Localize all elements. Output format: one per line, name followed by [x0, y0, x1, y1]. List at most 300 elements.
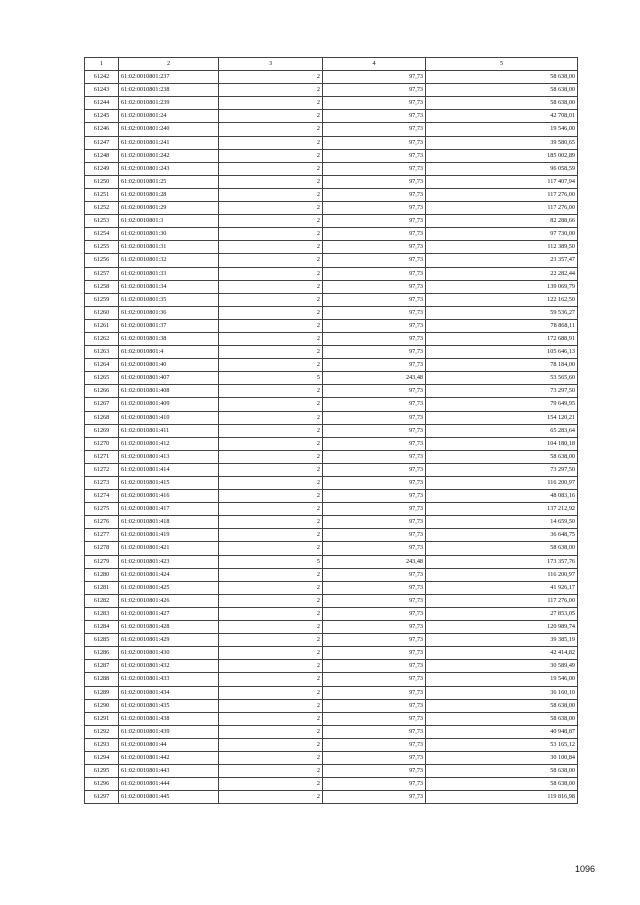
value-cell: 41 926,17 — [426, 581, 578, 594]
table-row — [85, 516, 578, 529]
cadastral-number-cell: 61:02:0010801:432 — [119, 660, 219, 673]
table-row — [85, 503, 578, 516]
count-cell: 2 — [219, 542, 323, 555]
row-number-cell: 61261 — [85, 319, 119, 332]
cadastral-number-cell: 61:02:0010801:423 — [119, 555, 219, 568]
count-cell: 2 — [219, 110, 323, 123]
count-cell: 2 — [219, 778, 323, 791]
row-number-cell: 61252 — [85, 202, 119, 215]
table-row — [85, 542, 578, 555]
row-number-cell: 61293 — [85, 738, 119, 751]
row-number-cell: 61283 — [85, 607, 119, 620]
area-cell: 97,73 — [323, 97, 426, 110]
row-number-cell: 61251 — [85, 188, 119, 201]
area-cell: 97,73 — [323, 411, 426, 424]
cadastral-number-cell: 61:02:0010801:435 — [119, 699, 219, 712]
row-number-cell: 61270 — [85, 437, 119, 450]
row-number-cell: 61259 — [85, 293, 119, 306]
table-row — [85, 581, 578, 594]
count-cell: 2 — [219, 751, 323, 764]
area-cell: 97,73 — [323, 581, 426, 594]
value-cell: 30 100,84 — [426, 751, 578, 764]
count-cell: 2 — [219, 463, 323, 476]
column-header-5: 5 — [426, 58, 578, 71]
table-row — [85, 751, 578, 764]
value-cell: 173 357,76 — [426, 555, 578, 568]
table-row — [85, 398, 578, 411]
row-number-cell: 61285 — [85, 634, 119, 647]
area-cell: 97,73 — [323, 254, 426, 267]
table-row — [85, 529, 578, 542]
table-row — [85, 594, 578, 607]
value-cell: 73 297,50 — [426, 463, 578, 476]
cadastral-number-cell: 61:02:0010801:414 — [119, 463, 219, 476]
value-cell: 14 659,50 — [426, 516, 578, 529]
cadastral-number-cell: 61:02:0010801:238 — [119, 84, 219, 97]
value-cell: 185 002,89 — [426, 149, 578, 162]
value-cell: 19 546,00 — [426, 123, 578, 136]
table-row — [85, 267, 578, 280]
cadastral-number-cell: 61:02:0010801:243 — [119, 162, 219, 175]
table-row — [85, 463, 578, 476]
table-row — [85, 686, 578, 699]
value-cell: 48 083,16 — [426, 490, 578, 503]
table-row — [85, 280, 578, 293]
cadastral-number-cell: 61:02:0010801:37 — [119, 319, 219, 332]
table-row — [85, 411, 578, 424]
area-cell: 97,73 — [323, 791, 426, 804]
count-cell: 2 — [219, 490, 323, 503]
row-number-cell: 61244 — [85, 97, 119, 110]
cadastral-number-cell: 61:02:0010801:241 — [119, 136, 219, 149]
area-cell: 97,73 — [323, 346, 426, 359]
cadastral-number-cell: 61:02:0010801:425 — [119, 581, 219, 594]
cadastral-number-cell: 61:02:0010801:38 — [119, 332, 219, 345]
value-cell: 78 184,00 — [426, 359, 578, 372]
cadastral-number-cell: 61:02:0010801:426 — [119, 594, 219, 607]
table-row — [85, 162, 578, 175]
row-number-cell: 61286 — [85, 647, 119, 660]
table-row — [85, 188, 578, 201]
cadastral-number-cell: 61:02:0010801:34 — [119, 280, 219, 293]
value-cell: 58 638,00 — [426, 542, 578, 555]
row-number-cell: 61263 — [85, 346, 119, 359]
value-cell: 119 816,98 — [426, 791, 578, 804]
count-cell: 2 — [219, 568, 323, 581]
row-number-cell: 61256 — [85, 254, 119, 267]
area-cell: 97,73 — [323, 110, 426, 123]
count-cell: 2 — [219, 477, 323, 490]
row-number-cell: 61253 — [85, 215, 119, 228]
table-row — [85, 372, 578, 385]
value-cell: 105 646,13 — [426, 346, 578, 359]
area-cell: 97,73 — [323, 568, 426, 581]
row-number-cell: 61278 — [85, 542, 119, 555]
row-number-cell: 61280 — [85, 568, 119, 581]
area-cell: 97,73 — [323, 123, 426, 136]
area-cell: 97,73 — [323, 647, 426, 660]
area-cell: 97,73 — [323, 319, 426, 332]
table-row — [85, 293, 578, 306]
cadastral-number-cell: 61:02:0010801:409 — [119, 398, 219, 411]
count-cell: 2 — [219, 202, 323, 215]
table-row — [85, 424, 578, 437]
value-cell: 97 730,00 — [426, 228, 578, 241]
table-header-row — [85, 58, 578, 71]
value-cell: 30 589,49 — [426, 660, 578, 673]
table-row — [85, 254, 578, 267]
cadastral-number-cell: 61:02:0010801:33 — [119, 267, 219, 280]
value-cell: 154 120,21 — [426, 411, 578, 424]
value-cell: 58 638,00 — [426, 84, 578, 97]
count-cell: 2 — [219, 228, 323, 241]
count-cell: 2 — [219, 188, 323, 201]
row-number-cell: 61269 — [85, 424, 119, 437]
value-cell: 42 708,01 — [426, 110, 578, 123]
row-number-cell: 61248 — [85, 149, 119, 162]
cadastral-number-cell: 61:02:0010801:416 — [119, 490, 219, 503]
row-number-cell: 61250 — [85, 175, 119, 188]
area-cell: 97,73 — [323, 765, 426, 778]
table-row — [85, 765, 578, 778]
value-cell: 39 385,19 — [426, 634, 578, 647]
area-cell: 97,73 — [323, 437, 426, 450]
cadastral-number-cell: 61:02:0010801:415 — [119, 477, 219, 490]
area-cell: 97,73 — [323, 228, 426, 241]
row-number-cell: 61277 — [85, 529, 119, 542]
table-row — [85, 607, 578, 620]
area-cell: 97,73 — [323, 607, 426, 620]
cadastral-number-cell: 61:02:0010801:410 — [119, 411, 219, 424]
cadastral-number-cell: 61:02:0010801:25 — [119, 175, 219, 188]
row-number-cell: 61297 — [85, 791, 119, 804]
table-row — [85, 175, 578, 188]
table-row — [85, 490, 578, 503]
value-cell: 78 868,11 — [426, 319, 578, 332]
value-cell: 23 357,47 — [426, 254, 578, 267]
count-cell: 2 — [219, 647, 323, 660]
area-cell: 97,73 — [323, 84, 426, 97]
value-cell: 58 638,00 — [426, 71, 578, 84]
cadastral-number-cell: 61:02:0010801:433 — [119, 673, 219, 686]
cadastral-number-cell: 61:02:0010801:242 — [119, 149, 219, 162]
table-row — [85, 215, 578, 228]
value-cell: 172 688,91 — [426, 332, 578, 345]
value-cell: 116 200,97 — [426, 477, 578, 490]
cadastral-number-cell: 61:02:0010801:428 — [119, 621, 219, 634]
count-cell: 2 — [219, 254, 323, 267]
cadastral-number-cell: 61:02:0010801:438 — [119, 712, 219, 725]
column-header-1: 1 — [85, 58, 119, 71]
value-cell: 65 283,64 — [426, 424, 578, 437]
cadastral-number-cell: 61:02:0010801:240 — [119, 123, 219, 136]
cadastral-number-cell: 61:02:0010801:421 — [119, 542, 219, 555]
row-number-cell: 61271 — [85, 450, 119, 463]
cadastral-number-cell: 61:02:0010801:35 — [119, 293, 219, 306]
area-cell: 97,73 — [323, 280, 426, 293]
cadastral-number-cell: 61:02:0010801:44 — [119, 738, 219, 751]
cadastral-number-cell: 61:02:0010801:444 — [119, 778, 219, 791]
count-cell: 2 — [219, 398, 323, 411]
count-cell: 2 — [219, 660, 323, 673]
count-cell: 2 — [219, 97, 323, 110]
value-cell: 22 282,44 — [426, 267, 578, 280]
count-cell: 2 — [219, 411, 323, 424]
row-number-cell: 61296 — [85, 778, 119, 791]
table-row — [85, 738, 578, 751]
count-cell: 2 — [219, 306, 323, 319]
row-number-cell: 61287 — [85, 660, 119, 673]
table-row — [85, 306, 578, 319]
table-row — [85, 699, 578, 712]
column-header-4: 4 — [323, 58, 426, 71]
table-row — [85, 778, 578, 791]
area-cell: 97,73 — [323, 385, 426, 398]
cadastral-number-cell: 61:02:0010801:424 — [119, 568, 219, 581]
area-cell: 97,73 — [323, 778, 426, 791]
row-number-cell: 61292 — [85, 725, 119, 738]
table-row — [85, 712, 578, 725]
value-cell: 117 276,00 — [426, 202, 578, 215]
count-cell: 2 — [219, 450, 323, 463]
row-number-cell: 61243 — [85, 84, 119, 97]
table-body — [85, 71, 578, 804]
table-row — [85, 149, 578, 162]
row-number-cell: 61274 — [85, 490, 119, 503]
area-cell: 97,73 — [323, 503, 426, 516]
area-cell: 97,73 — [323, 751, 426, 764]
row-number-cell: 61294 — [85, 751, 119, 764]
table-row — [85, 634, 578, 647]
page-number: 1096 — [574, 864, 595, 874]
count-cell: 2 — [219, 503, 323, 516]
table-row — [85, 84, 578, 97]
area-cell: 97,73 — [323, 463, 426, 476]
count-cell: 2 — [219, 162, 323, 175]
area-cell: 97,73 — [323, 241, 426, 254]
area-cell: 97,73 — [323, 660, 426, 673]
cadastral-number-cell: 61:02:0010801:417 — [119, 503, 219, 516]
area-cell: 97,73 — [323, 634, 426, 647]
count-cell: 2 — [219, 581, 323, 594]
table-row — [85, 332, 578, 345]
value-cell: 58 638,00 — [426, 97, 578, 110]
area-cell: 97,73 — [323, 516, 426, 529]
area-cell: 97,73 — [323, 542, 426, 555]
value-cell: 122 162,50 — [426, 293, 578, 306]
row-number-cell: 61281 — [85, 581, 119, 594]
value-cell: 53 165,12 — [426, 738, 578, 751]
cadastral-number-cell: 61:02:0010801:411 — [119, 424, 219, 437]
row-number-cell: 61268 — [85, 411, 119, 424]
row-number-cell: 61264 — [85, 359, 119, 372]
table-row — [85, 385, 578, 398]
value-cell: 42 414,82 — [426, 647, 578, 660]
value-cell: 58 638,00 — [426, 450, 578, 463]
count-cell: 2 — [219, 319, 323, 332]
row-number-cell: 61282 — [85, 594, 119, 607]
count-cell: 2 — [219, 385, 323, 398]
area-cell: 97,73 — [323, 477, 426, 490]
table-row — [85, 123, 578, 136]
cadastral-number-cell: 61:02:0010801:407 — [119, 372, 219, 385]
row-number-cell: 61284 — [85, 621, 119, 634]
value-cell: 116 200,97 — [426, 568, 578, 581]
area-cell: 97,73 — [323, 712, 426, 725]
row-number-cell: 61245 — [85, 110, 119, 123]
value-cell: 36 160,10 — [426, 686, 578, 699]
value-cell: 82 288,66 — [426, 215, 578, 228]
row-number-cell: 61249 — [85, 162, 119, 175]
value-cell: 27 853,05 — [426, 607, 578, 620]
area-cell: 97,73 — [323, 398, 426, 411]
table-row — [85, 228, 578, 241]
cadastral-number-cell: 61:02:0010801:442 — [119, 751, 219, 764]
count-cell: 2 — [219, 673, 323, 686]
table-row — [85, 71, 578, 84]
count-cell: 2 — [219, 699, 323, 712]
count-cell: 2 — [219, 241, 323, 254]
count-cell: 2 — [219, 175, 323, 188]
count-cell: 2 — [219, 346, 323, 359]
count-cell: 2 — [219, 437, 323, 450]
table-row — [85, 477, 578, 490]
area-cell: 97,73 — [323, 188, 426, 201]
table-row — [85, 621, 578, 634]
count-cell: 2 — [219, 634, 323, 647]
value-cell: 104 180,18 — [426, 437, 578, 450]
column-header-2: 2 — [119, 58, 219, 71]
row-number-cell: 61247 — [85, 136, 119, 149]
area-cell: 97,73 — [323, 71, 426, 84]
table-row — [85, 555, 578, 568]
data-table — [84, 57, 578, 804]
area-cell: 97,73 — [323, 359, 426, 372]
value-cell: 137 212,92 — [426, 503, 578, 516]
row-number-cell: 61289 — [85, 686, 119, 699]
row-number-cell: 61258 — [85, 280, 119, 293]
row-number-cell: 61265 — [85, 372, 119, 385]
count-cell: 2 — [219, 725, 323, 738]
cadastral-number-cell: 61:02:0010801:3 — [119, 215, 219, 228]
count-cell: 5 — [219, 372, 323, 385]
cadastral-number-cell: 61:02:0010801:36 — [119, 306, 219, 319]
table-row — [85, 725, 578, 738]
row-number-cell: 61290 — [85, 699, 119, 712]
table-row — [85, 110, 578, 123]
area-cell: 97,73 — [323, 267, 426, 280]
cadastral-number-cell: 61:02:0010801:443 — [119, 765, 219, 778]
area-cell: 97,73 — [323, 424, 426, 437]
area-cell: 97,73 — [323, 202, 426, 215]
cadastral-number-cell: 61:02:0010801:30 — [119, 228, 219, 241]
area-cell: 97,73 — [323, 621, 426, 634]
count-cell: 2 — [219, 607, 323, 620]
value-cell: 139 069,79 — [426, 280, 578, 293]
row-number-cell: 61291 — [85, 712, 119, 725]
count-cell: 2 — [219, 738, 323, 751]
area-cell: 243,48 — [323, 372, 426, 385]
cadastral-number-cell: 61:02:0010801:29 — [119, 202, 219, 215]
table-row — [85, 647, 578, 660]
count-cell: 2 — [219, 84, 323, 97]
count-cell: 2 — [219, 123, 323, 136]
cadastral-number-cell: 61:02:0010801:32 — [119, 254, 219, 267]
table-row — [85, 450, 578, 463]
area-cell: 97,73 — [323, 175, 426, 188]
count-cell: 2 — [219, 332, 323, 345]
row-number-cell: 61276 — [85, 516, 119, 529]
value-cell: 96 058,59 — [426, 162, 578, 175]
value-cell: 59 536,27 — [426, 306, 578, 319]
area-cell: 97,73 — [323, 686, 426, 699]
area-cell: 97,73 — [323, 293, 426, 306]
value-cell: 58 638,00 — [426, 765, 578, 778]
column-header-3: 3 — [219, 58, 323, 71]
area-cell: 97,73 — [323, 136, 426, 149]
value-cell: 36 648,75 — [426, 529, 578, 542]
cadastral-number-cell: 61:02:0010801:445 — [119, 791, 219, 804]
cadastral-number-cell: 61:02:0010801:24 — [119, 110, 219, 123]
cadastral-number-cell: 61:02:0010801:429 — [119, 634, 219, 647]
cadastral-number-cell: 61:02:0010801:413 — [119, 450, 219, 463]
table-row — [85, 136, 578, 149]
row-number-cell: 61242 — [85, 71, 119, 84]
count-cell: 2 — [219, 359, 323, 372]
cadastral-number-cell: 61:02:0010801:31 — [119, 241, 219, 254]
area-cell: 97,73 — [323, 332, 426, 345]
row-number-cell: 61257 — [85, 267, 119, 280]
cadastral-number-cell: 61:02:0010801:237 — [119, 71, 219, 84]
cadastral-number-cell: 61:02:0010801:408 — [119, 385, 219, 398]
value-cell: 112 389,50 — [426, 241, 578, 254]
value-cell: 58 638,00 — [426, 699, 578, 712]
count-cell: 5 — [219, 555, 323, 568]
value-cell: 39 580,65 — [426, 136, 578, 149]
value-cell: 40 948,87 — [426, 725, 578, 738]
value-cell: 117 276,00 — [426, 188, 578, 201]
table-row — [85, 568, 578, 581]
count-cell: 2 — [219, 712, 323, 725]
row-number-cell: 61288 — [85, 673, 119, 686]
area-cell: 97,73 — [323, 215, 426, 228]
cadastral-number-cell: 61:02:0010801:427 — [119, 607, 219, 620]
table-row — [85, 346, 578, 359]
table-row — [85, 241, 578, 254]
value-cell: 79 649,95 — [426, 398, 578, 411]
count-cell: 2 — [219, 594, 323, 607]
cadastral-number-cell: 61:02:0010801:418 — [119, 516, 219, 529]
count-cell: 2 — [219, 424, 323, 437]
table-row — [85, 202, 578, 215]
value-cell: 53 565,60 — [426, 372, 578, 385]
area-cell: 97,73 — [323, 306, 426, 319]
count-cell: 2 — [219, 136, 323, 149]
table-row — [85, 673, 578, 686]
area-cell: 243,48 — [323, 555, 426, 568]
count-cell: 2 — [219, 267, 323, 280]
table-row — [85, 319, 578, 332]
count-cell: 2 — [219, 71, 323, 84]
value-cell: 58 638,00 — [426, 712, 578, 725]
area-cell: 97,73 — [323, 529, 426, 542]
row-number-cell: 61260 — [85, 306, 119, 319]
count-cell: 2 — [219, 516, 323, 529]
row-number-cell: 61295 — [85, 765, 119, 778]
value-cell: 117 276,00 — [426, 594, 578, 607]
row-number-cell: 61272 — [85, 463, 119, 476]
table-row — [85, 97, 578, 110]
